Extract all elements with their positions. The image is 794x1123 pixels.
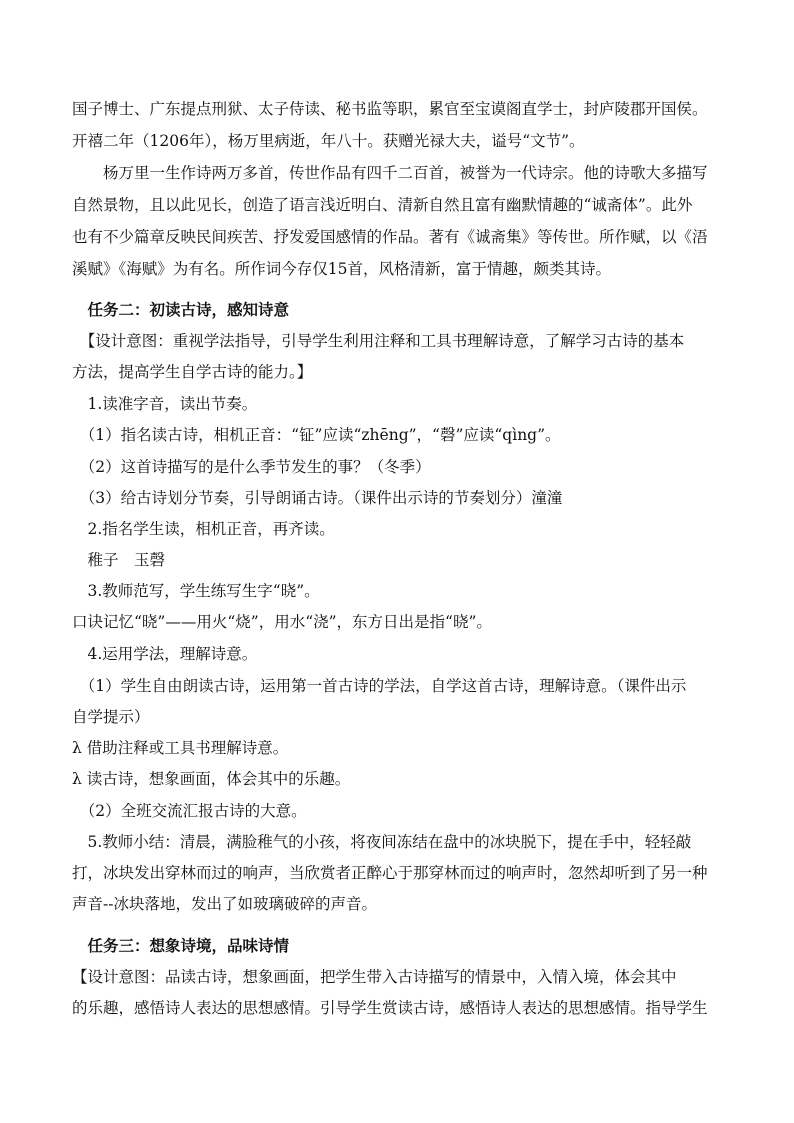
task2-line: 2.指名学生读，相机正音，再齐读。: [72, 520, 335, 538]
task2-line: 口诀记忆“晓”——用火“烧”，用水“浇”，东方日出是指“晓”。: [72, 613, 492, 631]
task2-line: （2）全班交流汇报古诗的大意。: [72, 802, 307, 820]
intro-line: 溪赋》《海赋》为有名。所作词今存仅15首，风格清新，富于情趣，颇类其诗。: [72, 260, 611, 278]
task2-line: λ 借助注释或工具书理解诗意。: [72, 739, 289, 757]
intro-line: 开禧二年（1206年），杨万里病逝，年八十。获赠光禄大夫，谥号“文节”。: [72, 132, 585, 150]
task2-line: λ 读古诗，想象画面，体会其中的乐趣。: [72, 770, 351, 788]
intro-line: 杨万里一生作诗两万多首，传世作品有四千二百首，被誉为一代诗宗。他的诗歌大多描写: [72, 164, 708, 182]
intro-line: 国子博士、广东提点刑狱、太子侍读、秘书监等职，累官至宝谟阁直学士，封庐陵郡开国侯。: [72, 100, 708, 118]
task2-line: 5.教师小结：清晨，满脸稚气的小孩，将夜间冻结在盘中的冰块脱下，提在手中，轻轻敲: [72, 833, 692, 851]
task2-line: （1）指名读古诗，相机正音：“钲”应读“zhēng”，“磬”应读“qìng”。: [72, 426, 561, 444]
task2-line: 4.运用学法，理解诗意。: [72, 645, 258, 663]
task2-line: （2）这首诗描写的是什么季节发生的事？（冬季）: [72, 458, 431, 476]
task2-line: 自学提示）: [72, 708, 150, 726]
intro-line: 自然景物，且以此见长，创造了语言浅近明白、清新自然且富有幽默情趣的“诚斋体”。此外: [72, 196, 693, 214]
task2-line: （3）给古诗划分节奏，引导朗诵古诗。（课件出示诗的节奏划分）潼潼: [72, 489, 563, 507]
task3-line: 的乐趣，感悟诗人表达的思想感情。引导学生赏读古诗，感悟诗人表达的思想感情。指导学生: [72, 999, 708, 1017]
task2-heading: 任务二：初读古诗，感知诗意: [72, 300, 290, 319]
task2-line: 3.教师范写，学生练写生字“晓”。: [72, 582, 320, 600]
task3-line: 【设计意图：品读古诗，想象画面，把学生带入古诗描写的情景中，入情入境，体会其中: [72, 968, 677, 986]
task2-line: 方法，提高学生自学古诗的能力。】: [72, 363, 313, 381]
task3-heading: 任务三：想象诗境，品味诗情: [72, 936, 290, 955]
task2-line: 打，冰块发出穿林而过的响声，当欣赏者正醉心于那穿林而过的响声时，忽然却听到了另一种: [72, 864, 708, 882]
task2-line: 1.读准字音，读出节奏。: [72, 395, 258, 413]
task2-line: 【设计意图：重视学法指导，引导学生利用注释和工具书理解诗意，了解学习古诗的基本: [72, 332, 685, 350]
task2-line: 声音--冰块落地，发出了如玻璃破碎的声音。: [72, 895, 377, 913]
task2-line: 稚子 玉磬: [72, 551, 166, 569]
intro-line: 也有不少篇章反映民间疾苦、抒发爱国感情的作品。著有《诚斋集》等传世。所作赋，以《浯: [72, 228, 708, 246]
task2-line: （1）学生自由朗读古诗，运用第一首古诗的学法，自学这首古诗，理解诗意。（课件出示: [72, 677, 687, 695]
